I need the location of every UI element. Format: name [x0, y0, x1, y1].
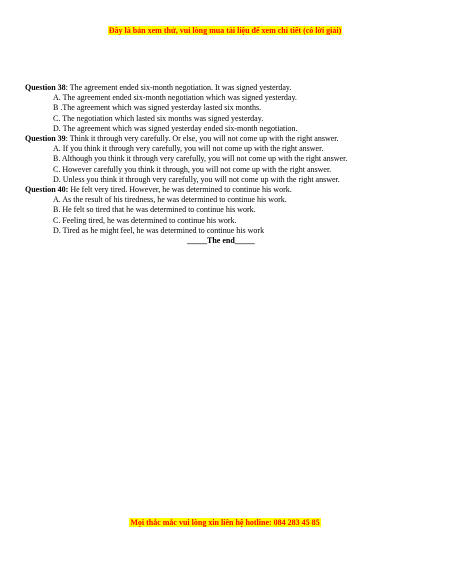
option-b: B. Although you think it through very carefully, you will not come up with the right answer. — [53, 154, 348, 164]
question-label: Question 38 — [25, 83, 66, 92]
question-38 — [25, 83, 430, 134]
question-list — [25, 83, 430, 246]
option-b: B .The agreement which was signed yesterday lasted six months. — [53, 103, 262, 113]
question-text: : The agreement ended six-month negotiation. It was signed yesterday. — [65, 83, 292, 92]
option-d: D. Tired as he might feel, he was determined to continue his work — [53, 225, 265, 235]
option-d: D. Unless you think it through very carefully, you will not come up with the right answer. — [53, 174, 340, 184]
preview-notice — [0, 26, 450, 36]
question-label: Question 40: — [25, 185, 69, 195]
option-c: C. However carefully you think it through, you will not come up with the right answer. — [53, 164, 332, 174]
option-b: B. He felt so tired that he was determined to continue his work. — [53, 205, 256, 215]
option-c: C. The negotiation which lasted six months was signed yesterday. — [53, 113, 264, 123]
question-text: He felt very tired. However, he was determined to continue his work. — [68, 185, 292, 195]
question-label: Question 39 — [25, 134, 66, 144]
option-a: A. The agreement ended six-month negotiation which was signed yesterday. — [53, 93, 297, 103]
option-a: A. As the result of his tiredness, he was determined to continue his work. — [53, 195, 287, 205]
question-40 — [25, 185, 430, 236]
option-d: D. The agreement which was signed yesterday ended six-month negotiation. — [53, 123, 298, 133]
question-text: : Think it through very carefully. Or else, you will not come up with the right answer. — [65, 134, 339, 144]
hotline-notice-text: Mọi thắc mắc vui lòng xin liên hệ hotline: 084 283 45 85 — [130, 518, 320, 527]
end-marker: _____The end_____ — [187, 236, 255, 246]
preview-notice-text: Đây là bản xem thử, vui lòng mua tài liệu để xem chi tiết (có lời giải) — [108, 26, 342, 35]
hotline-notice — [0, 518, 450, 528]
question-39 — [25, 134, 430, 185]
option-c: C. Feeling tired, he was determined to continue his work. — [53, 215, 237, 225]
option-a: A. If you think it through very carefully, you will not come up with the right answer. — [53, 144, 324, 154]
